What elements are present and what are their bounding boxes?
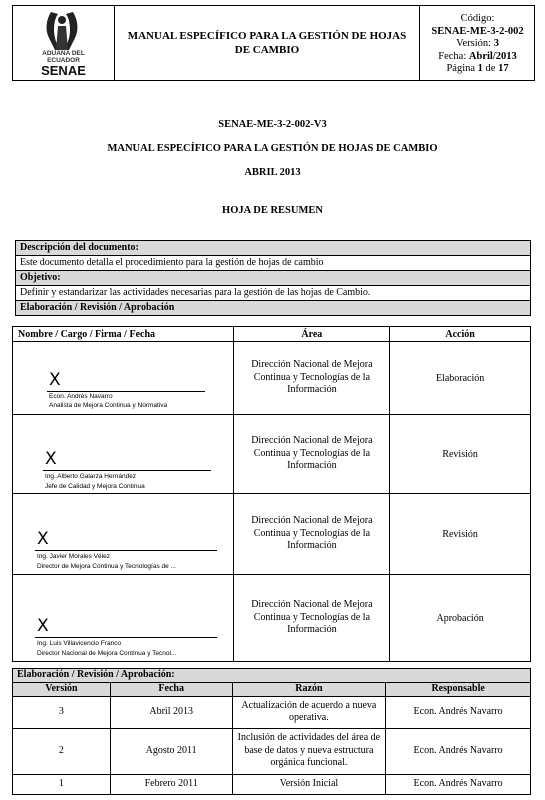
area-cell: Dirección Nacional de Mejora Continua y Tecnologías de la Información [234,575,390,662]
signature-row [13,342,531,415]
history-razon: Versión Inicial [232,774,386,794]
history-table [12,668,531,795]
history-version: 3 [13,696,111,728]
history-version: 1 [13,774,111,794]
signature-line [43,470,211,471]
section-title: HOJA DE RESUMEN [222,205,323,216]
doc-date: ABRIL 2013 [244,167,301,178]
logo-line-2: ECUADOR [47,57,80,64]
signature-row [13,415,531,494]
pagina-total: 17 [498,63,509,74]
history-row [13,696,531,728]
signature-line [35,637,217,638]
signature-x-mark: X [49,370,61,390]
objetivo-text: Definir y estandarizar las actividades necesarias para la gestión de las hojas de Cambio. [16,286,531,301]
accion-cell: Elaboración [390,342,531,415]
signature-x-mark: X [45,449,57,469]
signer-cargo: Analista de Mejora Continua y Normativa [49,402,168,409]
signature-x-mark: X [37,616,49,636]
signer-cargo: Director de Mejora Continua y Tecnologías de ... [37,563,176,570]
history-version: 2 [13,728,111,774]
elaboracion-label: Elaboración / Revisión / Aprobación [16,301,531,316]
history-responsable: Econ. Andrés Navarro [386,774,531,794]
col-accion: Acción [390,327,531,342]
history-fecha: Agosto 2011 [110,728,232,774]
signature-table [12,326,531,662]
senae-logo [13,6,115,80]
codigo-label: Código: [460,13,495,24]
signature-row [13,575,531,662]
area-cell: Dirección Nacional de Mejora Continua y Tecnologías de la Información [234,342,390,415]
signature-line [47,391,205,392]
signer-name: Ing. Alberto Galarza Hernández [45,473,137,480]
col-version: Versión [13,682,111,696]
descripcion-text: Este documento detalla el procedimiento para la gestión de hojas de cambio [16,256,531,271]
area-cell: Dirección Nacional de Mejora Continua y Tecnologías de la Información [234,415,390,494]
doc-title: MANUAL ESPECÍFICO PARA LA GESTIÓN DE HOJAS DE CAMBIO [107,143,438,154]
history-row [13,728,531,774]
pagina-num: 1 [477,63,483,74]
accion-cell: Revisión [390,494,531,575]
doc-code: SENAE-ME-3-2-002-V3 [218,119,327,130]
history-row [13,774,531,794]
accion-cell: Revisión [390,415,531,494]
logo-line-1: ADUANA DEL [42,50,85,57]
header-meta [421,6,534,80]
col-razon: Razón [232,682,386,696]
signature-line [35,550,217,551]
history-responsable: Econ. Andrés Navarro [386,696,531,728]
accion-cell: Aprobación [390,575,531,662]
codigo-value: SENAE-ME-3-2-002 [431,25,524,37]
descripcion-label: Descripción del documento: [16,241,531,256]
logo-line-3: SENAE [41,63,86,78]
signature-x-mark: X [37,529,49,549]
document-header [12,5,535,81]
history-responsable: Econ. Andrés Navarro [386,728,531,774]
summary-table [15,240,531,316]
history-razon: Actualización de acuerdo a nueva operativa. [232,696,386,728]
history-fecha: Febrero 2011 [110,774,232,794]
signer-name: Ing. Luis Villavicencio Franco [37,640,122,647]
signer-cargo: Director Nacional de Mejora Continua y Tecnol... [37,650,177,657]
history-razon: Inclusión de actividades del área de base de datos y nueva estructura orgánica funcional. [232,728,386,774]
pagina-de: de [485,63,496,74]
fecha-label: Fecha: [438,50,467,62]
col-responsable: Responsable [386,682,531,696]
history-fecha: Abril 2013 [110,696,232,728]
signer-name: Ing. Javier Morales Vélez [37,553,110,560]
version-value: 3 [493,38,499,49]
history-section-label: Elaboración / Revisión / Aprobación: [13,669,531,683]
version-label: Versión: [456,38,492,49]
col-nombre: Nombre / Cargo / Firma / Fecha [13,327,234,342]
col-fecha: Fecha [110,682,232,696]
fecha-value: Abril/2013 [468,50,517,62]
col-area: Área [234,327,390,342]
signer-cargo: Jefe de Calidad y Mejora Continua [45,483,145,490]
signer-name: Econ. Andrés Navarro [49,393,113,400]
area-cell: Dirección Nacional de Mejora Continua y Tecnologías de la Información [234,494,390,575]
header-title: MANUAL ESPECÍFICO PARA LA GESTIÓN DE HOJAS DE CAMBIO [115,6,420,80]
pagina-label: Página [446,63,476,74]
objetivo-label: Objetivo: [16,271,531,286]
signature-row [13,494,531,575]
